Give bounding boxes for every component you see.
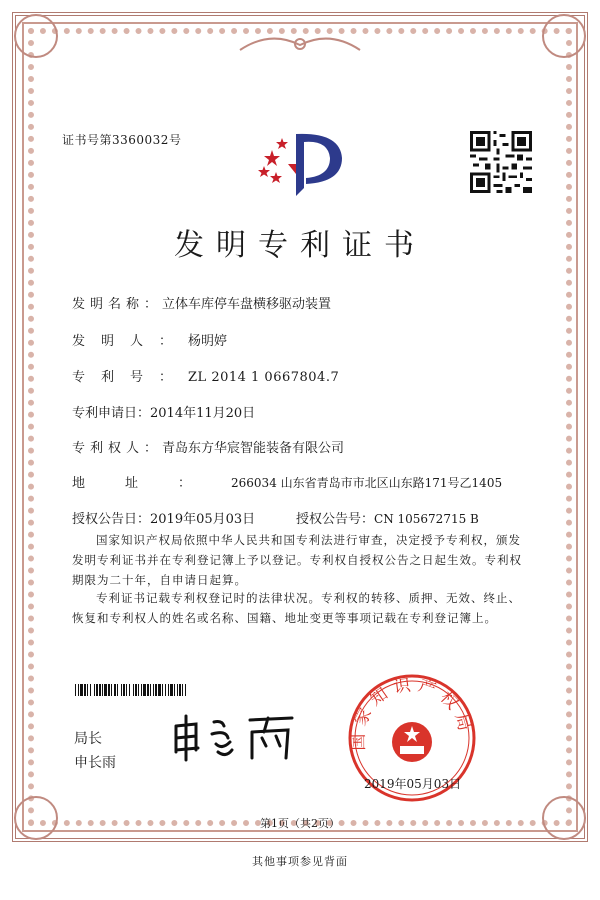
inventor-label: 发明人： [72, 334, 189, 349]
filing-date-label: 专利申请日： [72, 406, 151, 421]
director-signature [170, 712, 300, 762]
grant-no-label: 授权公告号： [296, 512, 375, 527]
patentee-value: 青岛东方华宸智能装备有限公司 [162, 441, 345, 456]
field-inventor [72, 330, 227, 349]
footer-note: 其他事项参见背面 [252, 855, 348, 868]
qr-code-icon [470, 131, 532, 193]
address-label: 地址： [72, 476, 232, 491]
top-ornament-icon [230, 30, 370, 60]
seal-text: 国家知识产权局 [348, 674, 476, 751]
director-name: 申长雨 [74, 755, 116, 771]
grant-date-label: 授权公告日： [72, 512, 151, 527]
field-grant-date [72, 508, 255, 527]
corner-ornament-tl [14, 14, 58, 58]
grant-date-value: 2019年05月03日 [150, 512, 256, 527]
patentee-label: 专利权人： [72, 441, 163, 456]
field-patent-no [72, 366, 339, 385]
field-patentee [72, 437, 344, 456]
statement-paragraph-2: 专利证书记载专利权登记时的法律状况。专利权的转移、质押、无效、终止、恢复和专利权人的姓名或名称、国籍、地址变更等事项记载在专利登记簿上。 [72, 591, 521, 625]
director-title: 局长 [74, 731, 102, 747]
field-invention-name [72, 293, 331, 312]
barcode-icon [75, 684, 285, 696]
filing-date-value: 2014年11月20日 [150, 406, 256, 421]
field-filing-date [72, 402, 255, 421]
seal-date: 2019年05月03日 [364, 777, 462, 791]
statement-paragraph-1: 国家知识产权局依照中华人民共和国专利法进行审查，决定授予专利权，颁发发明专利证书并在专利登记簿上予以登记。专利权自授权公告之日起生效。专利权期限为二十年，自申请日起算。 [72, 533, 522, 587]
grant-no-value: CN 105672715 B [374, 512, 479, 526]
field-address [72, 472, 502, 491]
certificate-number: 证书号第3360032号 [62, 133, 182, 147]
invention-name-label: 发明名称： [72, 297, 163, 312]
cnipa-logo-icon [258, 128, 350, 200]
certificate-title: 发明专利证书 [174, 228, 426, 263]
address-value: 266034 山东省青岛市市北区山东路171号乙1405 [231, 476, 503, 490]
patent-no-value: ZL 2014 1 0667804.7 [188, 370, 340, 385]
page-info: 第1页（共2页） [260, 817, 340, 830]
corner-ornament-tr [542, 14, 586, 58]
patent-no-label: 专利号： [72, 370, 189, 385]
field-grant-no [296, 508, 479, 527]
inventor-value: 杨明婷 [188, 334, 228, 349]
invention-name-value: 立体车库停车盘横移驱动装置 [162, 297, 332, 312]
